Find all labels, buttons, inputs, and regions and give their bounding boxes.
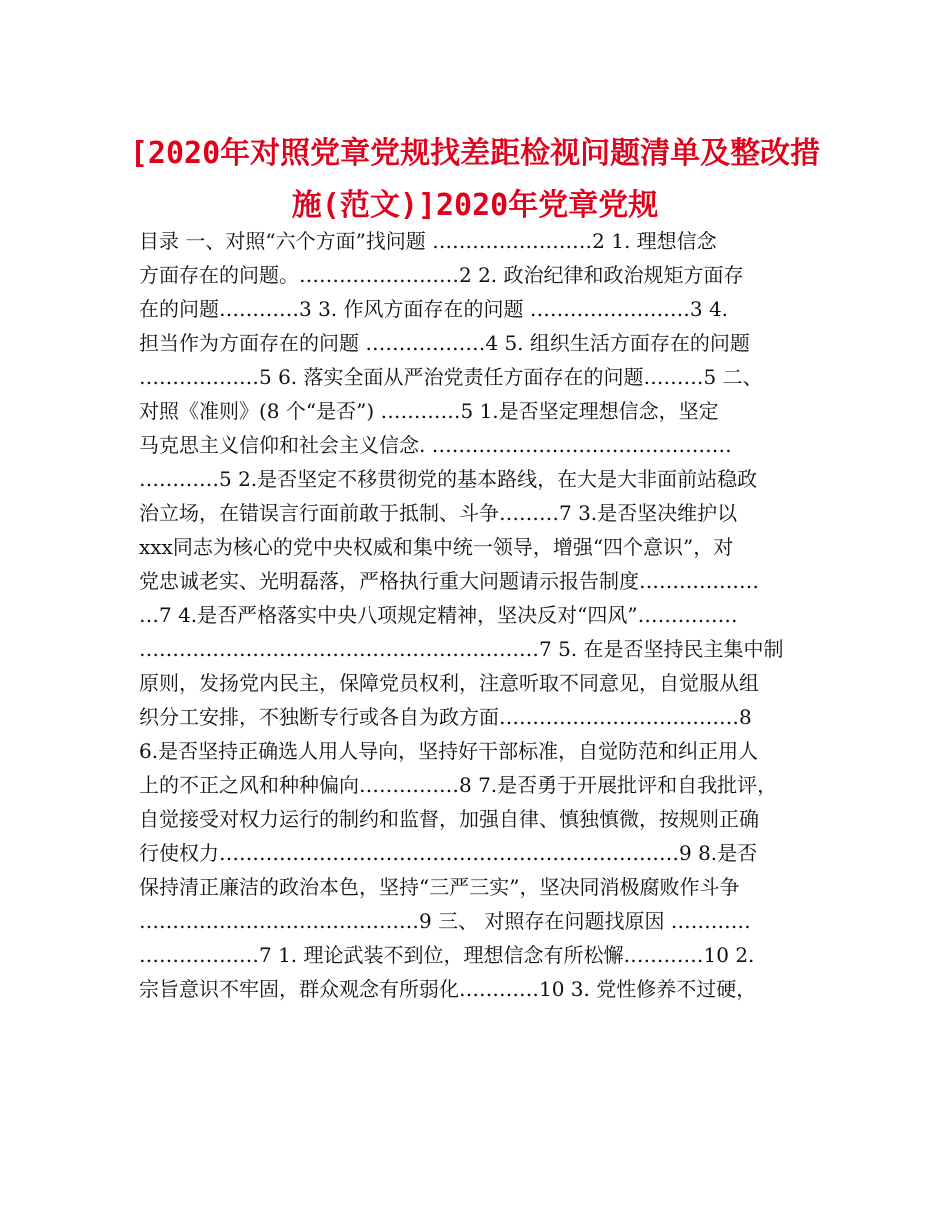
text-line: 原则，发扬党内民主，保障党员权利，注意听取不同意见，自觉服从组 [139,671,759,695]
text-line: …………5 2.是否坚定不移贯彻党的基本路线，在大是大非面前站稳政 [139,467,758,491]
text-line: 宗旨意识不牢固，群众观念有所弱化…………10 3. 党性修养不过硬， [139,977,757,1001]
text-line: 在的问题…………3 3. 作风方面存在的问题 ……………………3 4. [139,297,729,321]
text-line: ………………5 6. 落实全面从严治党责任方面存在的问题………5 二、 [139,365,763,389]
text-line: 织分工安排，不独断专行或各自为政方面………………………………8 [139,705,752,729]
text-line: 6.是否坚持正确选人用人导向，坚持好干部标准，自觉防范和纠正用人 [139,739,759,763]
document-title-line-2: 施(范文)]2020年党章党规 [291,188,659,223]
text-line: 担当作为方面存在的问题 ………………4 5. 组织生活方面存在的问题 [139,331,750,355]
text-line: ………………7 1. 理论武装不到位，理想信念有所松懈…………10 2. [139,943,755,967]
text-line: 方面存在的问题。……………………2 2. 政治纪律和政治规矩方面存 [139,263,744,287]
text-line: xxx同志为核心的党中央权威和集中统一领导，增强“四个意识”，对 [139,535,734,559]
text-line: …7 4.是否严格落实中央八项规定精神，坚决反对“四风”…………… [139,603,738,627]
text-line: 行使权力……………………………………………………………9 8.是否 [139,841,758,865]
text-line: 党忠诚老实、光明磊落，严格执行重大问题请示报告制度……………… [139,569,759,593]
text-line: 自觉接受对权力运行的制约和监督，加强自律、慎独慎微，按规则正确 [139,807,759,831]
text-line: ……………………………………………………7 5. 在是否坚持民主集中制 [139,637,784,661]
text-line: 马克思主义信仰和社会主义信念. ……………………………………… [139,433,732,457]
text-line: 目录 一、对照“六个方面”找问题 ……………………2 1. 理想信念 [139,229,717,253]
text-line: 上的不正之风和种种偏向……………8 7.是否勇于开展批评和自我批评， [139,773,778,797]
text-line: 对照《准则》(8 个“是否”) …………5 1.是否坚定理想信念，坚定 [139,399,719,423]
text-line: 治立场，在错误言行面前敢于抵制、斗争………7 3.是否坚决维护以 [139,501,738,525]
document-title-line-1: [2020年对照党章党规找差距检视问题清单及整改措 [129,136,821,171]
text-line: ……………………………………9 三、 对照存在问题找原因 ………… [139,909,751,933]
text-line: 保持清正廉洁的政治本色，坚持“三严三实”，坚决同消极腐败作斗争 [139,875,740,899]
